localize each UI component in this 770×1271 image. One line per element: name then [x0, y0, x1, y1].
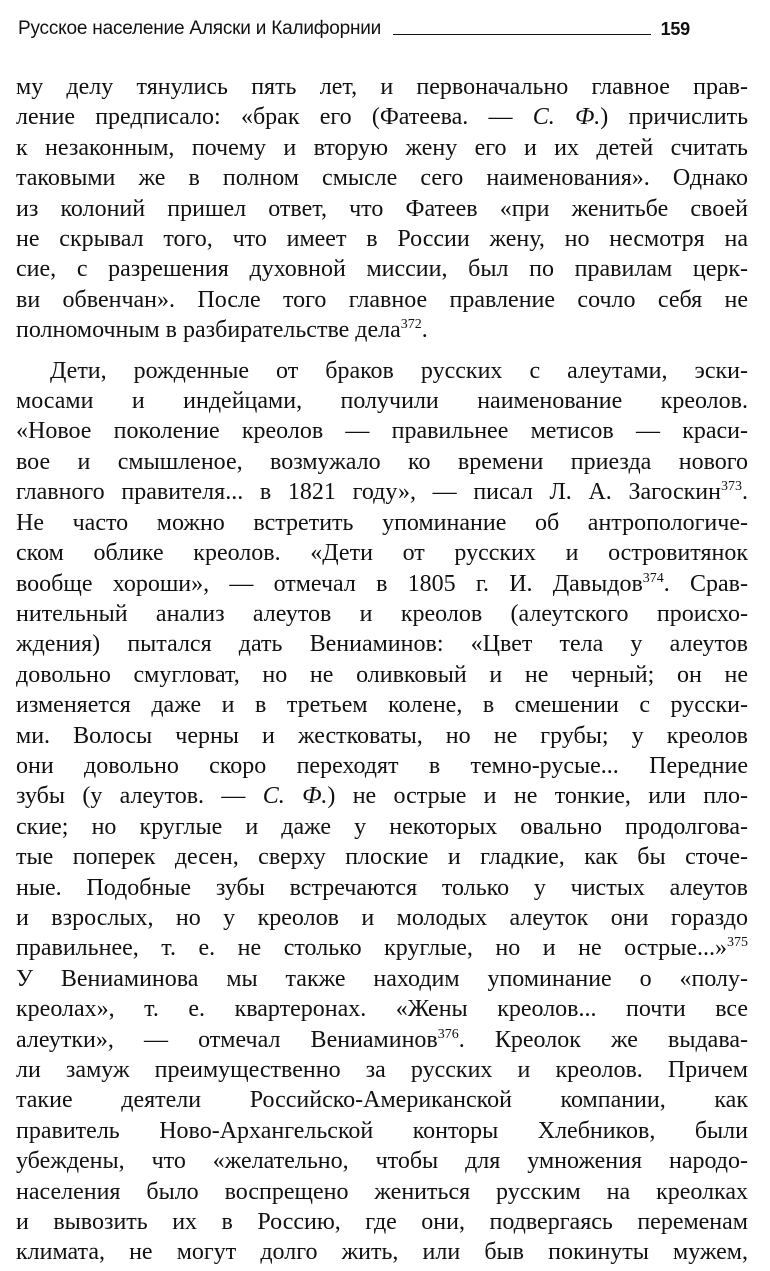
text-run: сие, с разрешения духовной миссии, был по правилам церк-	[16, 256, 748, 283]
text-line	[16, 933, 748, 963]
text-line	[16, 133, 748, 163]
text-run: .	[421, 317, 428, 344]
italic-text: С. Ф.	[262, 783, 328, 810]
text-run: алеутки», — отмечал Вениаминов	[16, 1026, 438, 1053]
footnote-ref: 376	[437, 1026, 459, 1042]
header-rule	[393, 34, 650, 35]
page-body	[16, 72, 748, 1268]
text-run: убеждены, что «желательно, чтобы для умножения народо-	[16, 1148, 748, 1175]
text-line	[16, 163, 748, 193]
text-line	[16, 599, 748, 629]
text-line	[16, 416, 748, 446]
text-run: к незаконным, почему и вторую жену его и их детей считать	[16, 134, 748, 161]
text-run: Не часто можно встретить упоминание об антропологиче-	[16, 509, 748, 536]
text-line	[16, 812, 748, 842]
text-line	[16, 477, 748, 507]
text-line	[16, 386, 748, 416]
text-line	[16, 903, 748, 933]
italic-text: С. Ф.	[532, 104, 601, 131]
text-run: таковыми же в полном смысле сего наименования». Однако	[16, 165, 748, 192]
text-line	[16, 1116, 748, 1146]
text-line	[16, 538, 748, 568]
text-line	[16, 1237, 748, 1267]
text-run: му делу тянулись пять лет, и первоначально главное прав-	[16, 74, 748, 100]
text-run: ском облике креолов. «Дети от русских и островитянок	[16, 540, 748, 567]
text-run: населения было воспрещено жениться русским на креолках	[16, 1178, 748, 1205]
text-line	[16, 224, 748, 254]
text-line	[16, 1025, 748, 1055]
text-line	[16, 254, 748, 284]
text-run: ) причислить	[600, 104, 749, 131]
text-run: климата, не могут долго жить, или быв покинуты мужем,	[16, 1239, 748, 1266]
text-line	[16, 356, 748, 386]
text-run: вообще хороши», — отмечал в 1805 г. И. Давыдов	[16, 570, 643, 597]
text-line	[16, 629, 748, 659]
text-line	[16, 781, 748, 811]
text-run: ми. Волосы черны и жестковаты, но не грубы; у креолов	[16, 722, 748, 749]
text-run: ждения) пытался дать Вениаминов: «Цвет тела у алеутов	[16, 631, 748, 658]
text-run: ские; но круглые и даже у некоторых овально продолгова-	[16, 813, 748, 840]
text-run: они довольно скоро переходят в темно-русые... Передние	[16, 752, 748, 779]
text-line	[16, 1177, 748, 1207]
text-run: мосами и индейцами, получили наименование креолов.	[16, 388, 748, 415]
text-line	[16, 285, 748, 315]
text-run: ление предписало: «брак его (Фатеева. —	[16, 104, 533, 131]
text-run: креолах», т. е. квартеронах. «Жены креолов... почти все	[16, 996, 748, 1023]
text-line	[16, 964, 748, 994]
text-line	[16, 508, 748, 538]
text-line	[16, 1085, 748, 1115]
text-run: такие деятели Российско-Американской компании, как	[16, 1087, 748, 1114]
text-run: тые поперек десен, сверху плоские и гладкие, как бы сточе-	[16, 844, 748, 871]
text-line	[16, 72, 748, 102]
text-line	[16, 194, 748, 224]
text-run: . Срав-	[663, 570, 748, 597]
text-run: не скрывал того, что имеет в России жену, но несмотря на	[16, 226, 748, 253]
footnote-ref: 375	[727, 935, 748, 951]
text-run: .	[742, 479, 748, 506]
text-run: изменяется даже и в третьем колене, в смешении с русски-	[16, 692, 748, 719]
text-run: правитель Ново-Архангельской конторы Хлебников, были	[16, 1117, 748, 1144]
text-line	[16, 102, 748, 132]
text-line	[16, 1146, 748, 1176]
text-run: ви обвенчан». После того главное правление сочло себя не	[16, 286, 748, 313]
running-title: Русское население Аляски и Калифорнии	[18, 18, 382, 39]
paragraph	[16, 356, 748, 1268]
text-line	[16, 315, 748, 345]
text-run: ные. Подобные зубы встречаются только у чистых алеутов	[16, 874, 748, 901]
page-number: 159	[660, 19, 690, 39]
text-run: из колоний пришел ответ, что Фатеев «при женитьбе своей	[16, 195, 748, 222]
text-run: и вывозить их в Россию, где они, подвергаясь переменам	[16, 1209, 748, 1236]
text-line	[16, 569, 748, 599]
text-line	[16, 751, 748, 781]
text-run: и взрослых, но у креолов и молодых алеуток они гораздо	[16, 904, 748, 931]
text-run: полномочным в разбирательстве дела	[16, 317, 401, 344]
text-line	[16, 873, 748, 903]
text-run: Дети, рожденные от браков русских с алеутами, эски-	[50, 357, 748, 384]
text-run: главного правителя... в 1821 году», — писал Л. А. Загоскин	[16, 479, 721, 506]
text-run: вое и смышленое, возмужало ко времени приезда нового	[16, 448, 748, 475]
footnote-ref: 373	[721, 479, 742, 495]
footnote-ref: 374	[642, 570, 664, 586]
text-run: довольно смугловат, но не оливковый и не черный; он не	[16, 661, 748, 688]
text-run: нительный анализ алеутов и креолов (алеутского происхо-	[16, 600, 748, 627]
running-header	[18, 10, 690, 40]
text-line	[16, 660, 748, 690]
text-run: правильнее, т. е. не столько круглые, но и не острые...»	[16, 935, 727, 962]
text-line	[16, 721, 748, 751]
text-run: зубы (у алеутов. —	[16, 783, 263, 810]
text-run: . Креолок же выдава-	[458, 1026, 748, 1053]
text-run: ли замуж преимущественно за русских и креолов. Причем	[16, 1057, 748, 1083]
text-run: У Вениаминова мы также находим упоминание о «полу-	[16, 965, 748, 992]
text-run: «Новое поколение креолов — правильнее метисов — краси-	[16, 418, 748, 445]
paragraph	[16, 72, 748, 346]
text-line	[16, 1207, 748, 1237]
text-line	[16, 994, 748, 1024]
text-line	[16, 1055, 748, 1085]
text-line	[16, 842, 748, 872]
text-run: ) не острые и не тонкие, или пло-	[327, 783, 749, 810]
text-line	[16, 447, 748, 477]
footnote-ref: 372	[400, 317, 422, 333]
text-line	[16, 690, 748, 720]
